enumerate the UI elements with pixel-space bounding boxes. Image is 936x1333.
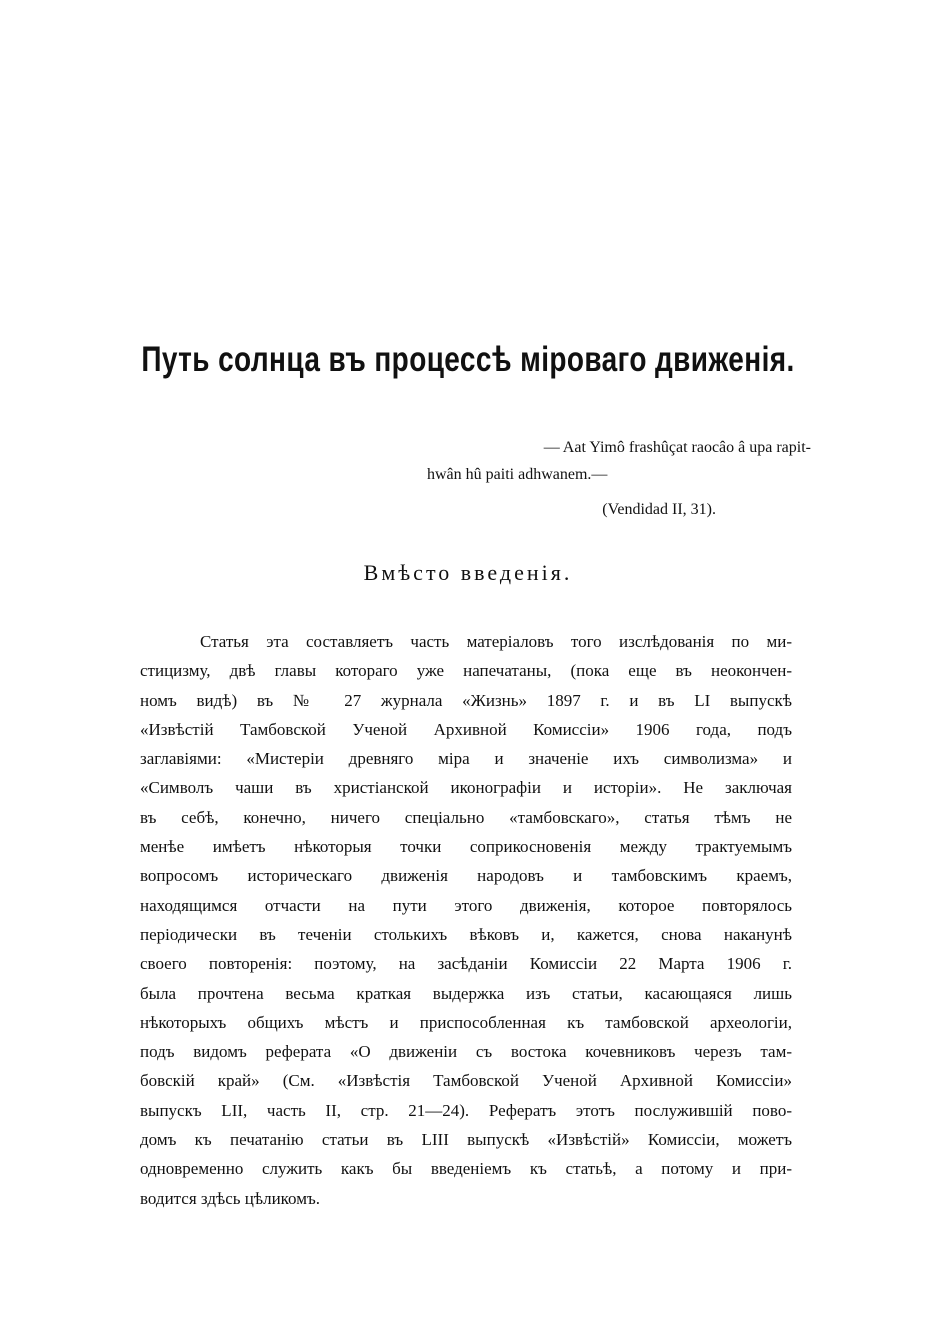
body-line: находящимся отчасти на пути этого движенiя, которое повторялось xyxy=(140,895,792,915)
epigraph-line-1: — Aat Yimô frashûçat raocâo â upa rapit- xyxy=(543,439,811,456)
page-title: Путь солнца въ процессѣ мiроваго движенiя. xyxy=(141,340,795,379)
body-line: подъ видомъ реферата «О движенiи съ востока кочевниковъ черезъ там- xyxy=(140,1042,792,1062)
body-line: бовскiй край» (См. «Извѣстiя Тамбовской Ученой Архивной Комиссiи» xyxy=(140,1071,792,1091)
epigraph-line-2: hwân hû paiti adhwanem.— xyxy=(427,466,608,483)
body-line: своего повторенiя: поэтому, на засѣданiи Комиссiи 22 Марта 1906 г. xyxy=(140,954,792,974)
body-line: одновременно служить какъ бы введенiемъ къ статьѣ, а потому и при- xyxy=(140,1159,792,1179)
body-line: вопросомъ историческаго движенiя народовъ и тамбовскимъ краемъ, xyxy=(140,866,792,886)
body-line: выпускъ LII, часть II, стр. 21—24). Рефератъ этотъ послужившiй пово- xyxy=(140,1100,792,1120)
body-line: домъ къ печатанiю статьи въ LIII выпускѣ «Извѣстiй» Комиссiи, можетъ xyxy=(140,1130,792,1150)
body-paragraph xyxy=(140,627,792,1213)
section-heading: Вмѣсто введенiя. xyxy=(363,560,573,585)
body-line: заглавiями: «Мистерiи древняго мiра и значенiе ихъ символизма» и xyxy=(140,749,792,769)
body-line: «Символъ чаши въ христiанской иконографiи и исторiи». Не заключая xyxy=(140,778,792,798)
epigraph-source: (Vendidad II, 31). xyxy=(602,501,716,518)
body-line: менѣе имѣетъ нѣкоторыя точки соприкосновенiя между трактуемымъ xyxy=(140,837,792,857)
body-line: водится здѣсь цѣликомъ. xyxy=(140,1188,321,1208)
body-line: номъ видѣ) въ № 27 журнала «Жизнь» 1897 г. и въ LI выпускѣ xyxy=(140,690,792,710)
body-line: Статья эта составляетъ часть матерiаловъ того изслѣдованiя по ми- xyxy=(200,632,792,651)
body-line: въ себѣ, конечно, ничего спецiально «тамбовскаго», статья тѣмъ не xyxy=(140,807,792,827)
body-line: стицизму, двѣ главы котораго уже напечатаны, (пока еще въ неокончен- xyxy=(140,661,792,681)
body-line: нѣкоторыхъ общихъ мѣстъ и приспособленная къ тамбовской археологiи, xyxy=(140,1012,792,1032)
epigraph xyxy=(427,434,827,523)
body-line: перiодически въ теченiи столькихъ вѣковъ и, кажется, снова наканунѣ xyxy=(140,924,792,944)
body-line: «Извѣстiй Тамбовской Ученой Архивной Комиссiи» 1906 года, подъ xyxy=(140,719,792,739)
body-line: была прочтена весьма краткая выдержка изъ статьи, касающаяся лишь xyxy=(140,983,792,1003)
